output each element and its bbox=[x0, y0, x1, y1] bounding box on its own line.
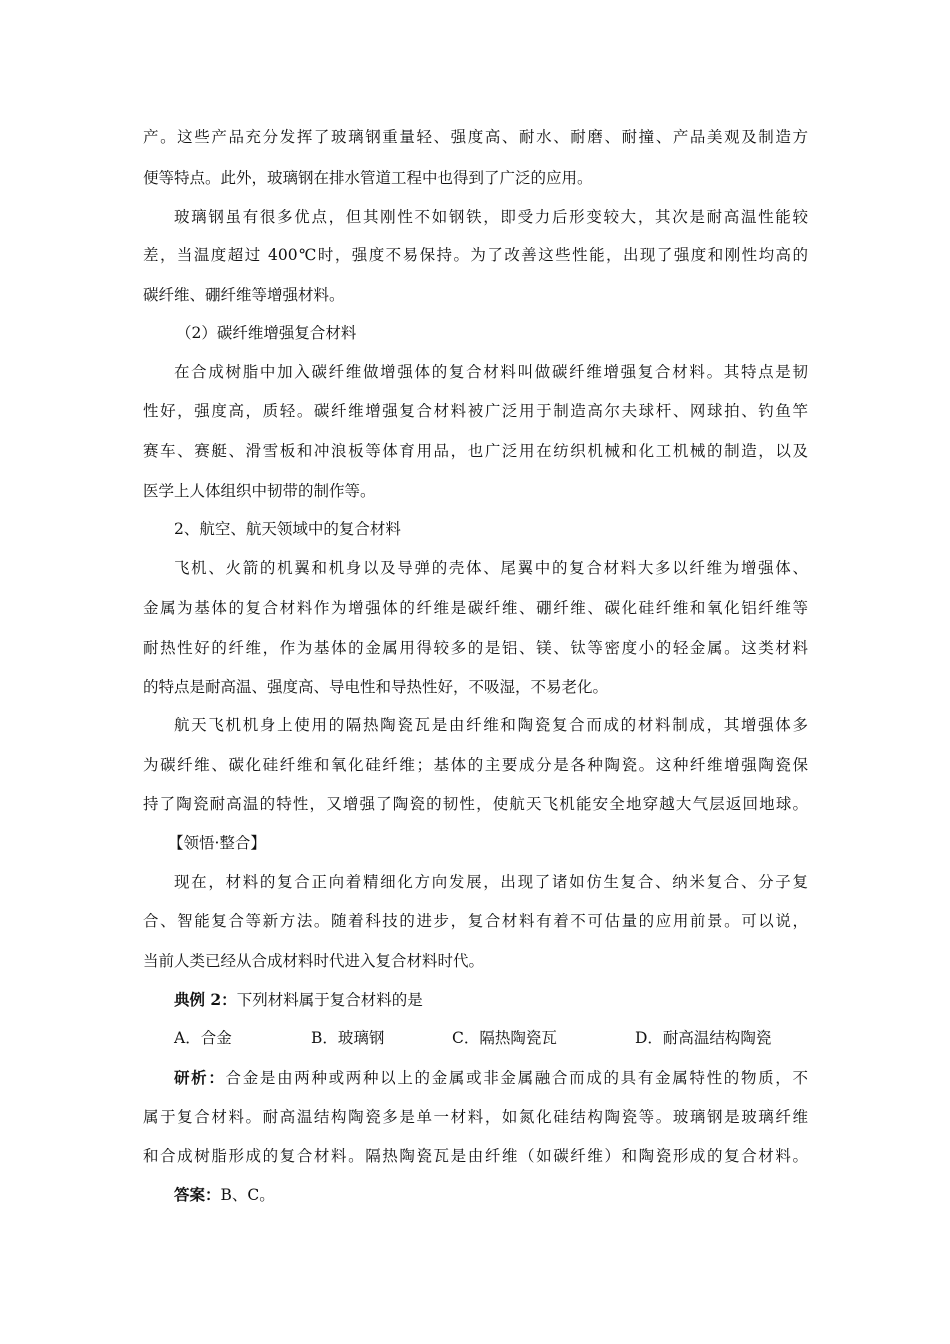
section-heading: （2）碳纤维增强复合材料 bbox=[176, 324, 357, 342]
text-line: 性好，强度高，质轻。碳纤维增强复合材料被广泛用于制造高尔夫球杆、网球拍、钓鱼竿 bbox=[143, 402, 808, 420]
text-line: 碳纤维、硼纤维等增强材料。 bbox=[143, 286, 345, 304]
text-line: 现在，材料的复合正向着精细化方向发展，出现了诸如仿生复合、纳米复合、分子复 bbox=[174, 873, 808, 891]
answer-label: 答案： bbox=[174, 1185, 221, 1204]
text-line: 和合成树脂形成的复合材料。隔热陶瓷瓦是由纤维（如碳纤维）和陶瓷形成的复合材料。 bbox=[143, 1147, 808, 1165]
example-question bbox=[174, 990, 808, 1010]
text-line: 便等特点。此外，玻璃钢在排水管道工程中也得到了广泛的应用。 bbox=[143, 169, 593, 187]
text-line: 差，当温度超过 400℃时，强度不易保持。为了改善这些性能，出现了强度和刚性均高的 bbox=[143, 246, 808, 264]
example-question-text: 下列材料属于复合材料的是 bbox=[236, 991, 423, 1009]
text-line: 金属为基体的复合材料作为增强体的纤维是碳纤维、硼纤维、碳化硅纤维和氧化铝纤维等 bbox=[143, 599, 808, 617]
text-line: 持了陶瓷耐高温的特性，又增强了陶瓷的韧性，使航天飞机能安全地穿越大气层返回地球。 bbox=[143, 795, 808, 813]
option-d: D．耐高温结构陶瓷 bbox=[635, 1029, 772, 1047]
analysis-first-line bbox=[174, 1068, 808, 1088]
answer-value: B、C。 bbox=[220, 1186, 275, 1204]
section-heading: 2、航空、航天领域中的复合材料 bbox=[174, 520, 401, 538]
text-line: 航天飞机机身上使用的隔热陶瓷瓦是由纤维和陶瓷复合而成的材料制成，其增强体多 bbox=[174, 716, 808, 734]
analysis-label: 研析： bbox=[174, 1068, 226, 1087]
text-line: 耐热性好的纤维，作为基体的金属用得较多的是铝、镁、钛等密度小的轻金属。这类材料 bbox=[143, 639, 808, 657]
text-line: 的特点是耐高温、强度高、导电性和导热性好，不吸湿，不易老化。 bbox=[143, 678, 609, 696]
text-line: 玻璃钢虽有很多优点，但其刚性不如钢铁，即受力后形变较大，其次是耐高温性能较 bbox=[174, 208, 808, 226]
option-b: B．玻璃钢 bbox=[311, 1029, 385, 1047]
text-line: 属于复合材料。耐高温结构陶瓷多是单一材料，如氮化硅结构陶瓷等。玻璃钢是玻璃纤维 bbox=[143, 1108, 808, 1126]
text-line: 产。这些产品充分发挥了玻璃钢重量轻、强度高、耐水、耐磨、耐撞、产品美观及制造方 bbox=[143, 128, 808, 146]
analysis-text: 合金是由两种或两种以上的金属或非金属融合而成的具有金属特性的物质，不 bbox=[225, 1069, 808, 1087]
option-a: A．合金 bbox=[174, 1029, 232, 1047]
text-line: 为碳纤维、碳化硅纤维和氧化硅纤维；基体的主要成分是各种陶瓷。这种纤维增强陶瓷保 bbox=[143, 756, 808, 774]
option-c: C．隔热陶瓷瓦 bbox=[452, 1029, 557, 1047]
section-heading: 【领悟·整合】 bbox=[168, 834, 266, 852]
example-label: 典例 2： bbox=[174, 990, 237, 1009]
text-line: 当前人类已经从合成材料时代进入复合材料时代。 bbox=[143, 952, 485, 970]
answer bbox=[174, 1185, 808, 1205]
text-line: 赛车、赛艇、滑雪板和冲浪板等体育用品，也广泛用在纺织机械和化工机械的制造，以及 bbox=[143, 442, 808, 460]
text-line: 医学上人体组织中韧带的制作等。 bbox=[143, 482, 376, 500]
text-line: 飞机、火箭的机翼和机身以及导弹的壳体、尾翼中的复合材料大多以纤维为增强体、 bbox=[174, 559, 808, 577]
text-line: 在合成树脂中加入碳纤维做增强体的复合材料叫做碳纤维增强复合材料。其特点是韧 bbox=[174, 363, 808, 381]
text-line: 合、智能复合等新方法。随着科技的进步，复合材料有着不可估量的应用前景。可以说， bbox=[143, 912, 808, 930]
